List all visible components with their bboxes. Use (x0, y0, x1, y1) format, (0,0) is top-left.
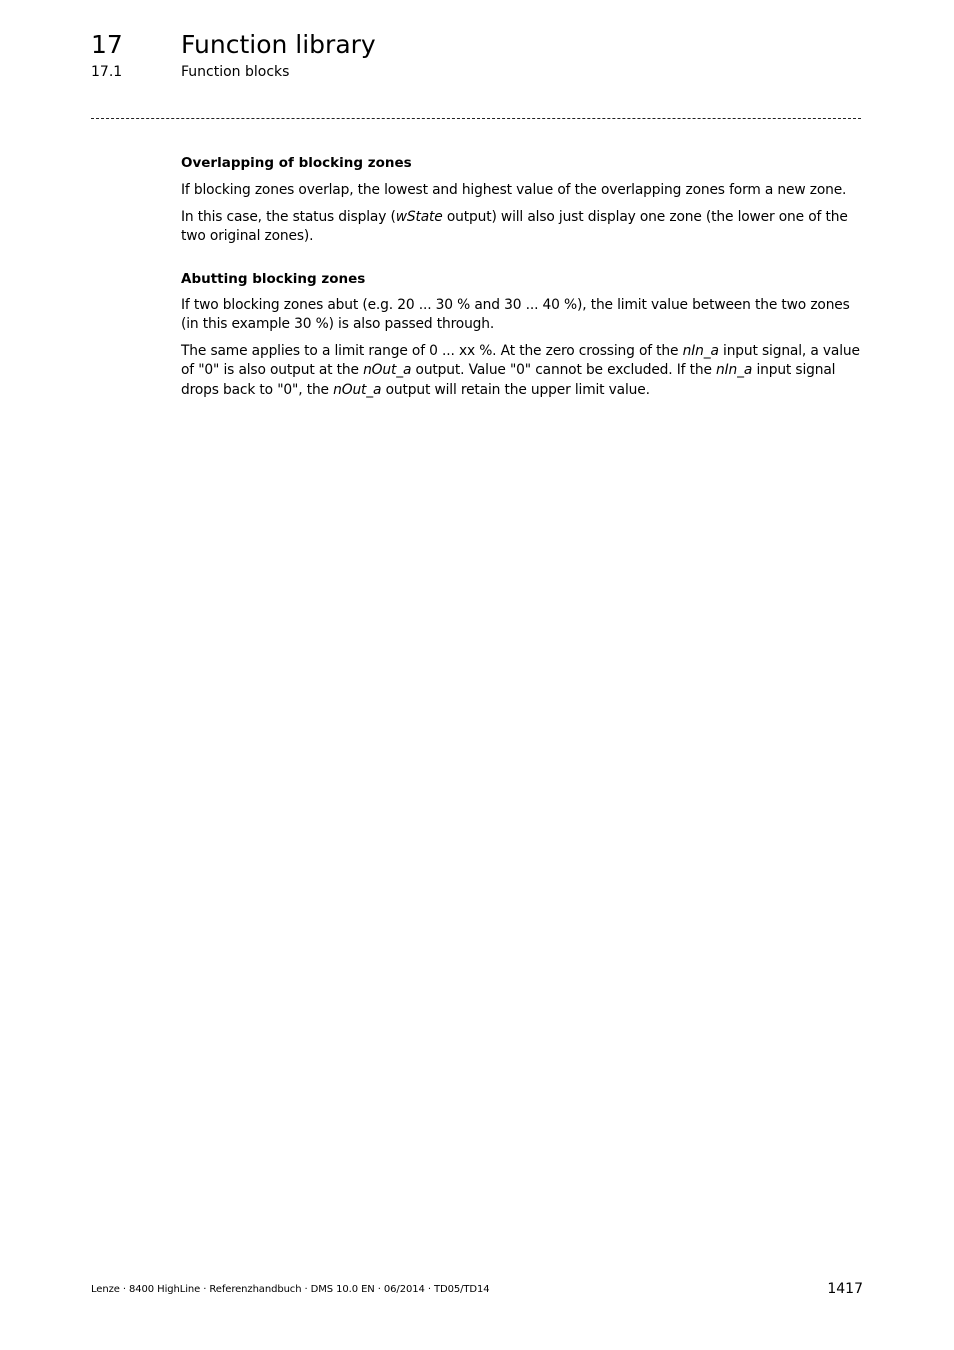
signal-name-nin-a: nIn_a (682, 342, 719, 359)
signal-name-nin-a: nIn_a (716, 362, 753, 378)
section-number: 17.1 (91, 64, 123, 80)
signal-name-nout-a: nOut_a (363, 362, 412, 378)
chapter-header (91, 28, 871, 62)
section-heading-abutting: Abutting blocking zones (181, 270, 366, 287)
chapter-title: Function library (181, 30, 376, 59)
paragraph-abut-rule: If two blocking zones abut (e.g. 20 ... 30 % and 30 ... 40 %), the limit value between the two zones (in this example 30 %) is also passed through. (181, 296, 850, 332)
signal-name-wstate: wState (395, 208, 443, 225)
footer-doc-info: Lenze · 8400 HighLine · Referenzhandbuch · DMS 10.0 EN · 06/2014 · TD05/TD14 (91, 1284, 490, 1295)
header-divider (91, 118, 861, 119)
paragraph-abut-zero: The same applies to a limit range of 0 ... xx %. At the zero crossing of the nIn_a input signal, a value of "0" is also output at the nOut_a output. Value "0" cannot be excluded. If the nIn_a input signal drops back to "0", the nOut_a output will retain the upper limit value. (181, 342, 860, 398)
main-content (181, 153, 863, 400)
paragraph-overlap-status: In this case, the status display (wState output) will also just display one zone (the lower one of the two original zones). (181, 208, 848, 244)
signal-name-nout-a: nOut_a (333, 381, 382, 398)
section-header (91, 62, 871, 82)
paragraph-overlap-rule: If blocking zones overlap, the lowest and highest value of the overlapping zones form a new zone. (181, 182, 847, 198)
chapter-number: 17 (91, 30, 123, 59)
section-heading-overlapping: Overlapping of blocking zones (181, 155, 412, 171)
page-number: 1417 (827, 1281, 863, 1297)
section-title: Function blocks (181, 64, 290, 80)
